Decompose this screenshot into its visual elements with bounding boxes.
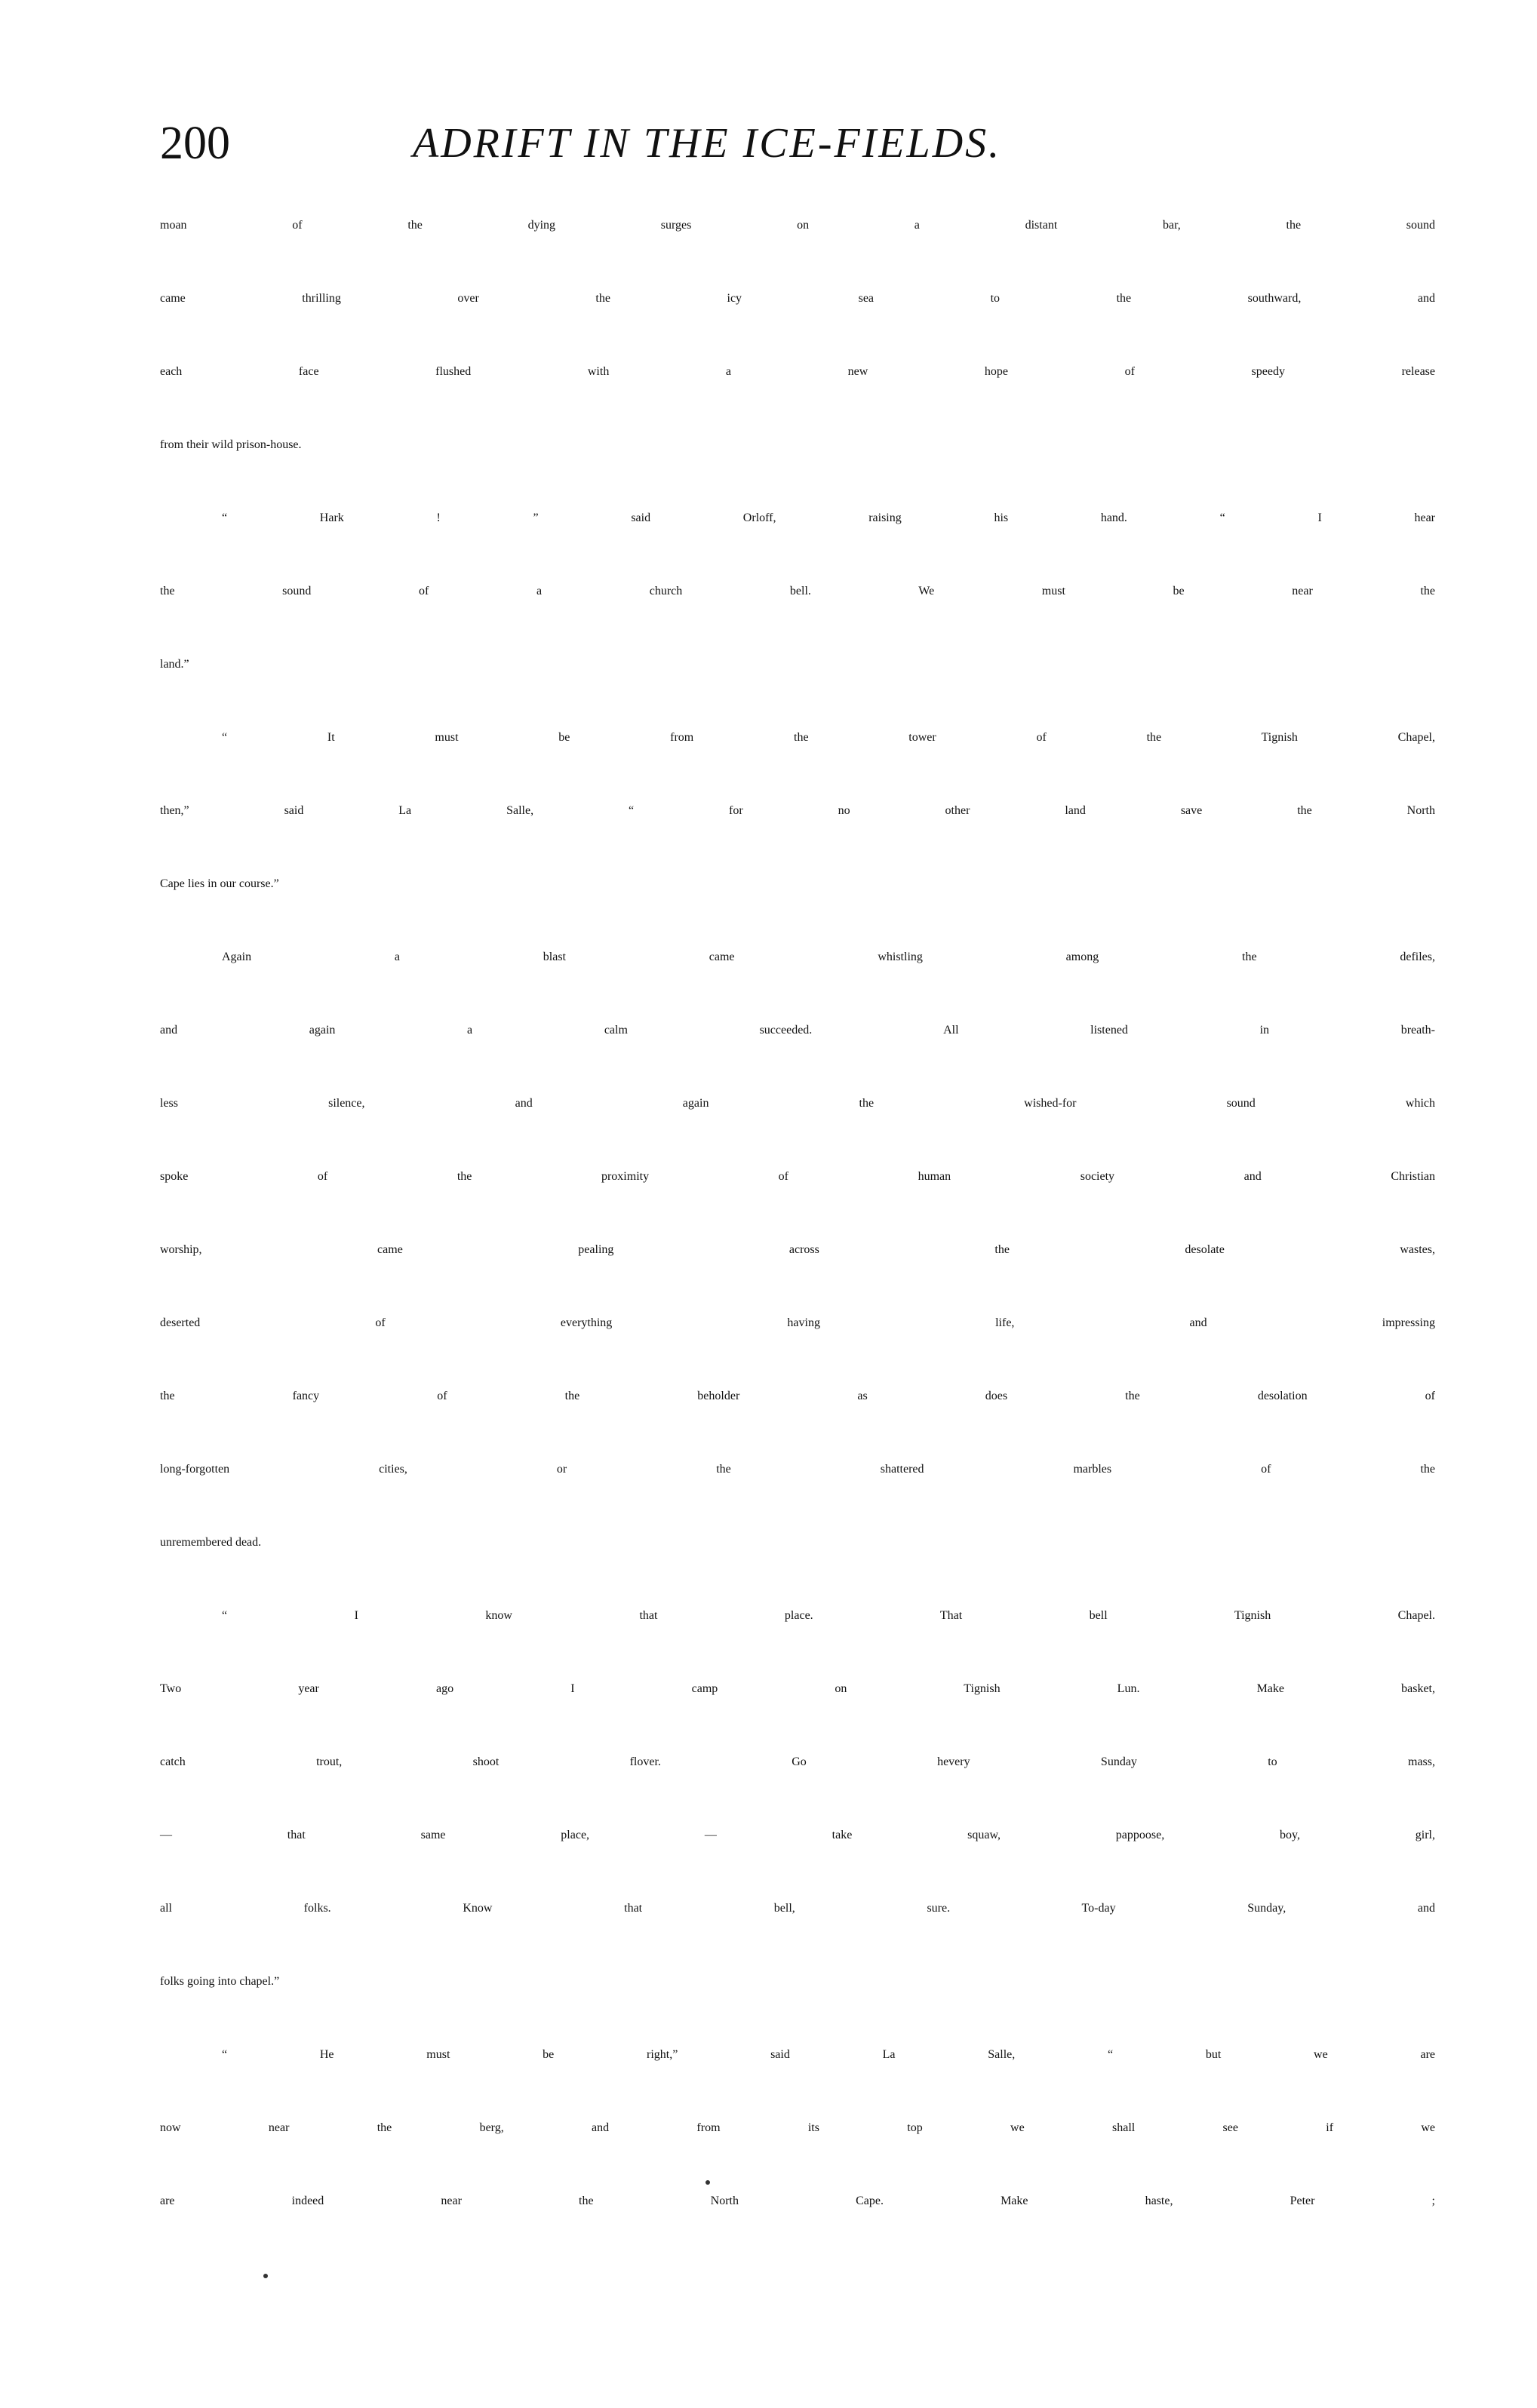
text-line: moan of the dying surges on a distant bar, the sound bbox=[160, 219, 1435, 232]
text-line: each face flushed with a new hope of speedy release bbox=[160, 365, 1435, 378]
text-line: less silence, and again the wished-for sound which bbox=[160, 1097, 1435, 1110]
text-line: — that same place, — take squaw, pappoose, boy, girl, bbox=[160, 1829, 1435, 1841]
text-line: all folks. Know that bell, sure. To-day Sunday, and bbox=[160, 1902, 1435, 1915]
text-line: catch trout, shoot flover. Go hevery Sunday to mass, bbox=[160, 1755, 1435, 1768]
text-line: land.” bbox=[160, 658, 189, 671]
text-line: folks going into chapel.” bbox=[160, 1975, 280, 1988]
text-line: “ He must be right,” said La Salle, “ but we are bbox=[222, 2048, 1435, 2061]
text-line: Two year ago I camp on Tignish Lun. Make basket, bbox=[160, 1682, 1435, 1695]
running-head-title: ADRIFT IN THE ICE-FIELDS. bbox=[413, 120, 1002, 167]
text-line: Again a blast came whistling among the defiles, bbox=[222, 951, 1435, 963]
text-line: the fancy of the beholder as does the desolation of bbox=[160, 1390, 1435, 1402]
text-line: from their wild prison-house. bbox=[160, 438, 302, 451]
text-line: worship, came pealing across the desolate wastes, bbox=[160, 1243, 1435, 1256]
text-line: now near the berg, and from its top we shall see if we bbox=[160, 2121, 1435, 2134]
body-text bbox=[160, 219, 1435, 2268]
text-line: “ It must be from the tower of the Tignish Chapel, bbox=[222, 731, 1435, 744]
page-header bbox=[160, 113, 1435, 174]
text-line: and again a calm succeeded. All listened in breath- bbox=[160, 1024, 1435, 1037]
text-line: deserted of everything having life, and impressing bbox=[160, 1316, 1435, 1329]
text-line: long-forgotten cities, or the shattered marbles of the bbox=[160, 1463, 1435, 1476]
text-line: “ Hark ! ” said Orloff, raising his hand. “ I hear bbox=[222, 511, 1435, 524]
text-line: unremembered dead. bbox=[160, 1536, 262, 1549]
text-line: came thrilling over the icy sea to the southward, and bbox=[160, 292, 1435, 305]
text-line: the sound of a church bell. We must be near the bbox=[160, 585, 1435, 597]
text-line: “ I know that place. That bell Tignish Chapel. bbox=[222, 1609, 1435, 1622]
text-line: spoke of the proximity of human society and Christian bbox=[160, 1170, 1435, 1183]
text-line: then,” said La Salle, “ for no other land save the North bbox=[160, 804, 1435, 817]
text-line: Cape lies in our course.” bbox=[160, 877, 279, 890]
text-line: are indeed near the North Cape. Make haste, Peter ; bbox=[160, 2195, 1435, 2207]
page-number: 200 bbox=[160, 118, 230, 169]
